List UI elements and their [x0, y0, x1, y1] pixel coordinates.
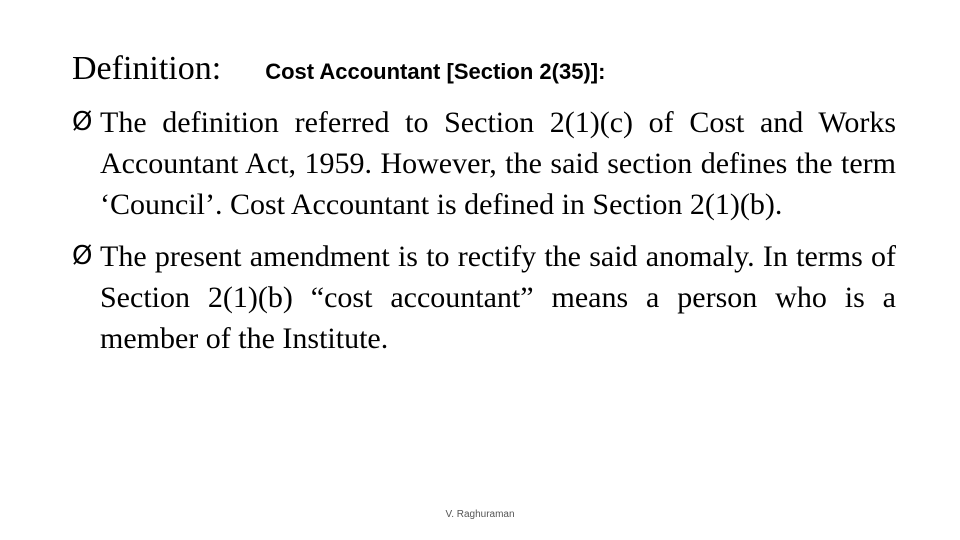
title-subheading: Cost Accountant [Section 2(35)]:	[265, 59, 606, 84]
arrow-bullet-icon: Ø	[72, 241, 93, 271]
bullet-list	[72, 102, 896, 370]
slide-title	[72, 50, 605, 90]
bullet-text: The present amendment is to rectify the said anomaly. In terms of Section 2(1)(b) “cost accountant” means a person who is a member of the Institute.	[100, 240, 896, 355]
arrow-bullet-icon: Ø	[72, 107, 93, 137]
bullet-text: The definition referred to Section 2(1)(c) of Cost and Works Accountant Act, 1959. However, the said section defines the term ‘Council’. Cost Accountant is defined in Section 2(1)(b).	[100, 106, 896, 221]
footer-author: V. Raghuraman	[445, 509, 515, 520]
bullet-item	[72, 236, 896, 359]
title-main: Definition:	[72, 50, 222, 87]
bullet-item	[72, 102, 896, 225]
